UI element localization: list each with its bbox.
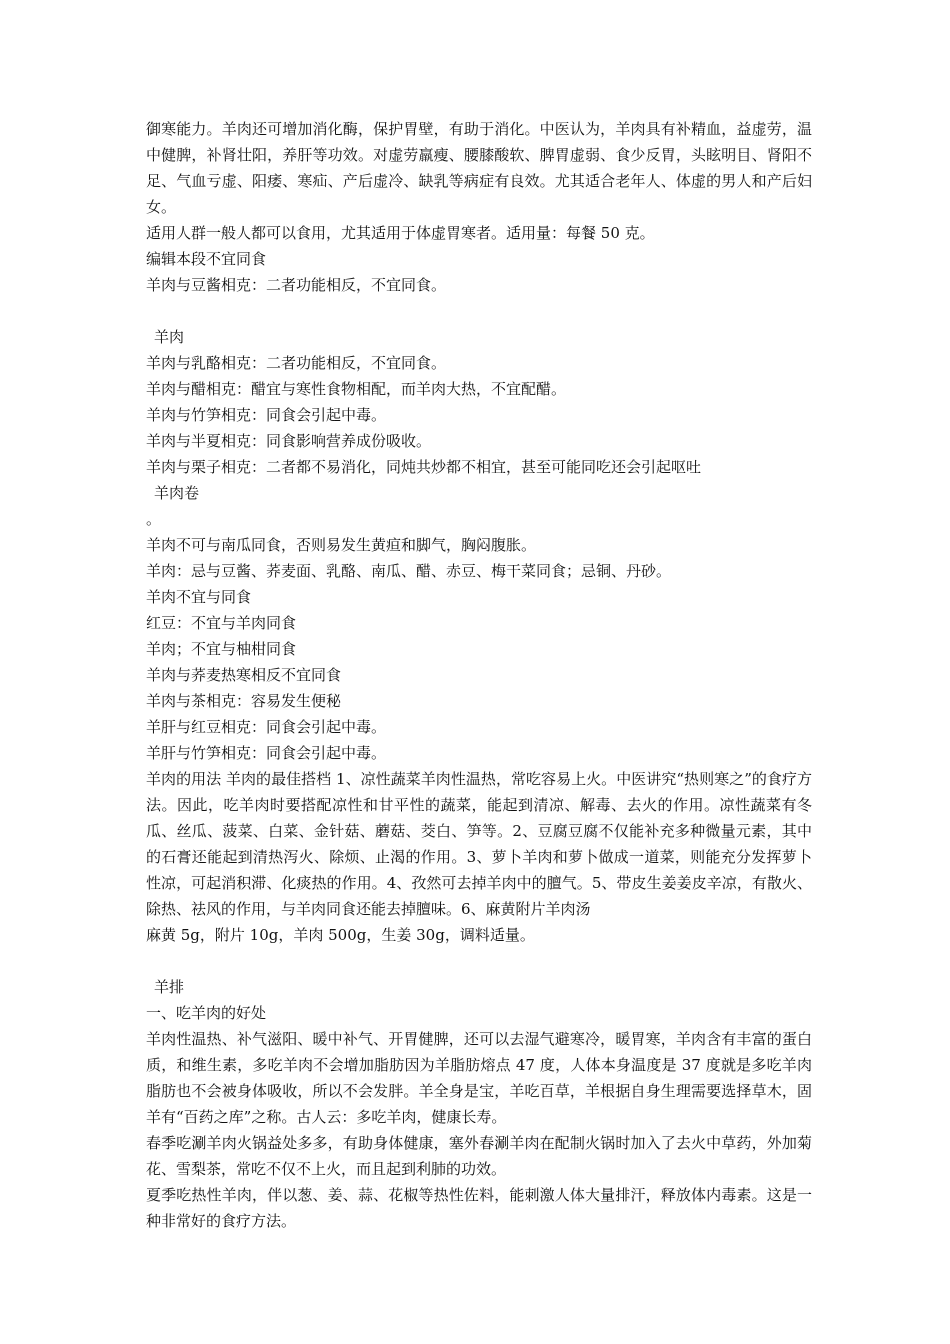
image-caption: 羊肉卷 [154,484,200,502]
paragraph: 羊肉：忌与豆酱、荞麦面、乳酪、南瓜、醋、赤豆、梅干菜同食；忌铜、丹砂。 [146,562,672,580]
paragraph: 麻黄 5g，附片 10g，羊肉 500g，生姜 30g，调料适量。 [146,926,535,944]
blank-line [146,948,812,974]
paragraph: 编辑本段不宜同食 [146,250,267,268]
document-page [146,116,812,1234]
paragraph: 羊肉的用法 羊肉的最佳搭档 1、凉性蔬菜羊肉性温热，常吃容易上火。中医讲究“热则寒之”的食疗方法。因此，吃羊肉时要搭配凉性和甘平性的蔬菜，能起到清凉、解毒、去火的作用。凉性蔬菜有冬瓜、丝瓜、菠菜、白菜、金针菇、蘑菇、茭白、笋等。2、豆腐豆腐不仅能补充多种微量元素，其中的石膏还能起到清热泻火、除烦、止渴的作用。3、萝卜羊肉和萝卜做成一道菜，则能充分发挥萝卜性凉，可起消积滞、化痰热的作用。4、孜然可去掉羊肉中的膻气。5、带皮生姜姜皮辛凉，有散火、除热、祛风的作用，与羊肉同食还能去掉膻味。6、麻黄附片羊肉汤 [146,770,812,918]
paragraph: 羊肉不宜与同食 [146,588,252,606]
paragraph: 羊肉与豆酱相克：二者功能相反，不宜同食。 [146,276,447,294]
paragraph: 羊肉与半夏相克：同食影响营养成份吸收。 [146,432,432,450]
paragraph: 羊肉与醋相克：醋宜与寒性食物相配，而羊肉大热，不宜配醋。 [146,380,567,398]
paragraph: 御寒能力。羊肉还可增加消化酶，保护胃壁，有助于消化。中医认为，羊肉具有补精血，益虚劳，温中健脾，补肾壮阳，养肝等功效。对虚劳羸瘦、腰膝酸软、脾胃虚弱、食少反胃，头眩明目、肾阳不足、气血亏虚、阳痿、寒疝、产后虚冷、缺乳等病症有良效。尤其适合老年人、体虚的男人和产后妇女。 [146,120,812,216]
paragraph: 羊肉不可与南瓜同食，否则易发生黄疸和脚气，胸闷腹胀。 [146,536,537,554]
paragraph: 红豆：不宜与羊肉同食 [146,614,297,632]
paragraph: 羊肉与乳酪相克：二者功能相反，不宜同食。 [146,354,447,372]
paragraph: 夏季吃热性羊肉，伴以葱、姜、蒜、花椒等热性佐料，能刺激人体大量排汗，释放体内毒素。这是一种非常好的食疗方法。 [146,1186,812,1230]
paragraph: 春季吃涮羊肉火锅益处多多，有助身体健康，塞外春涮羊肉在配制火锅时加入了去火中草药，外加菊花、雪梨茶，常吃不仅不上火，而且起到利肺的功效。 [146,1134,812,1178]
paragraph: 。 [146,510,162,528]
paragraph: 羊肉与荞麦热寒相反不宜同食 [146,666,342,684]
paragraph: 羊肉性温热、补气滋阳、暖中补气、开胃健脾，还可以去湿气避寒冷，暖胃寒，羊肉含有丰富的蛋白质，和维生素，多吃羊肉不会增加脂肪因为羊脂肪熔点 47 度，人体本身温度是 37 度就是多吃羊肉脂肪也不会被身体吸收，所以不会发胖。羊全身是宝，羊吃百草，羊根据自身生理需要选择草木，固羊有“百药之库”之称。古人云：多吃羊肉，健康长寿。 [146,1030,812,1126]
paragraph: 羊肉；不宜与柚柑同食 [146,640,297,658]
paragraph: 羊肝与红豆相克：同食会引起中毒。 [146,718,387,736]
paragraph: 羊肉与竹笋相克：同食会引起中毒。 [146,406,387,424]
paragraph: 适用人群一般人都可以食用，尤其适用于体虚胃寒者。适用量：每餐 50 克。 [146,224,655,242]
image-caption: 羊排 [154,978,185,996]
paragraph: 一、吃羊肉的好处 [146,1004,267,1022]
paragraph: 羊肉与栗子相克：二者都不易消化，同炖共炒都不相宜，甚至可能同吃还会引起呕吐 [146,458,702,476]
paragraph: 羊肝与竹笋相克：同食会引起中毒。 [146,744,387,762]
blank-line [146,298,812,324]
image-caption: 羊肉 [154,328,185,346]
paragraph: 羊肉与茶相克：容易发生便秘 [146,692,342,710]
